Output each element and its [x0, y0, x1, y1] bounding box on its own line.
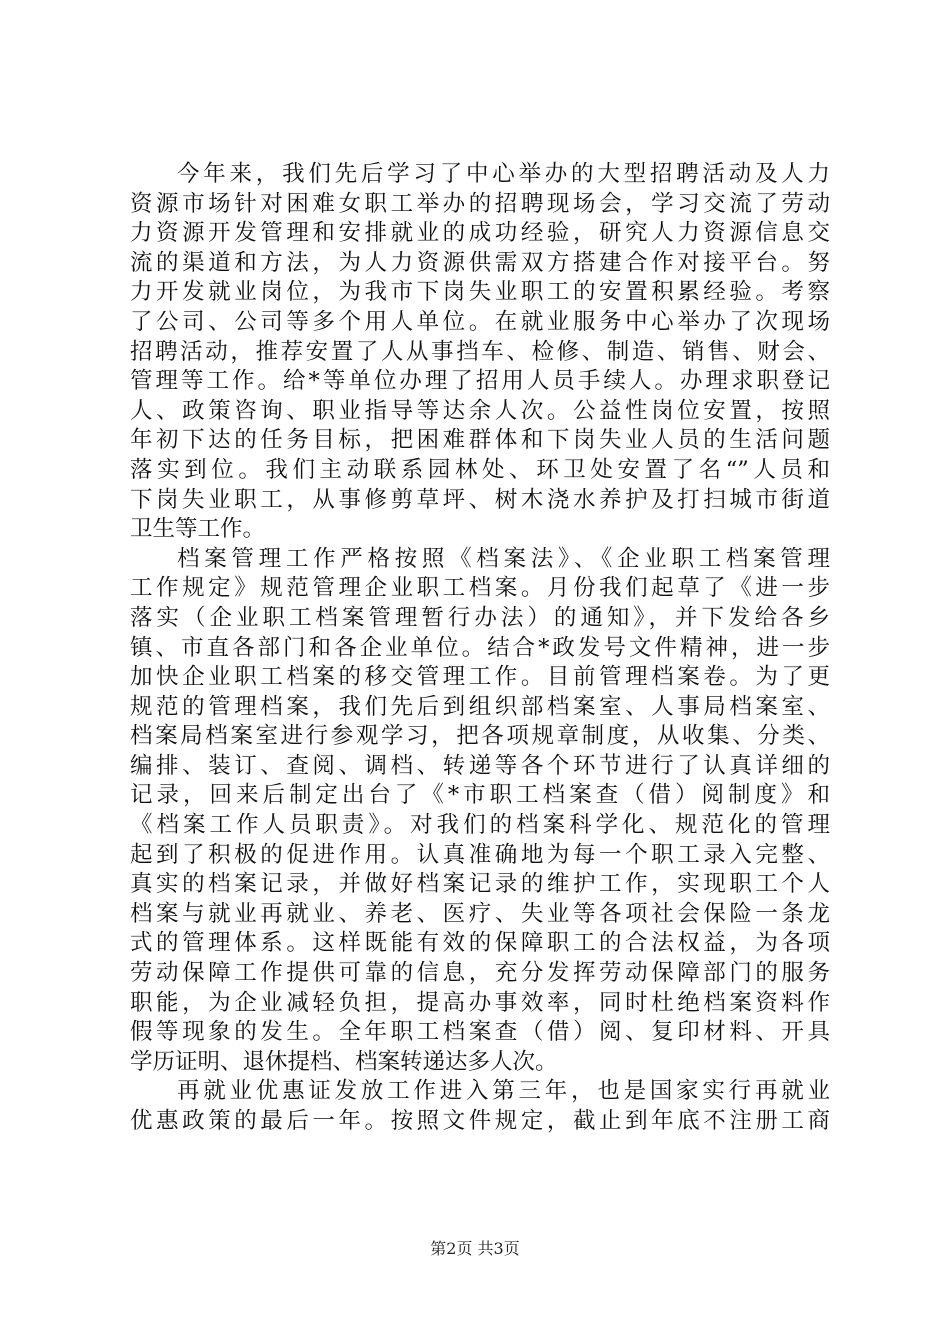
text-line: 起到了积极的促进作用。认真准确地为每一个职工录入完整、 — [130, 841, 830, 868]
text-line: 《档案工作人员职责》。对我们的档案科学化、规范化的管理 — [130, 812, 830, 839]
text-line: 了公司、公司等多个用人单位。在就业服务中心举办了次现场 — [130, 308, 830, 335]
text-line: 记录，回来后制定出台了《*市职工档案查（借）阅制度》和 — [130, 782, 830, 809]
document-body — [130, 160, 830, 1137]
text-line: 今年来，我们先后学习了中心举办的大型招聘活动及人力 — [177, 161, 830, 187]
text-line: 假等现象的发生。全年职工档案查（借）阅、复印材料、开具 — [130, 1019, 830, 1046]
text-line: 镇、市直各部门和各企业单位。结合*政发号文件精神，进一步 — [130, 634, 830, 661]
text-line: 档案与就业再就业、养老、医疗、失业等各项社会保险一条龙 — [130, 900, 830, 927]
text-line: 再就业优惠证发放工作进入第三年，也是国家实行再就业 — [177, 1078, 830, 1105]
text-line: 式的管理体系。这样既能有效的保障职工的合法权益，为各项 — [130, 930, 830, 957]
text-line: 下岗失业职工，从事修剪草坪、树木浇水养护及打扫城市街道 — [130, 486, 830, 513]
text-line: 职能，为企业减轻负担，提高办事效率，同时杜绝档案资料作 — [130, 989, 830, 1016]
text-line: 落实（企业职工档案管理暂行办法）的通知》，并下发给各乡 — [130, 604, 830, 631]
text-line: 加快企业职工档案的移交管理工作。目前管理档案卷。为了更 — [130, 664, 830, 691]
text-line: 卫生等工作。 — [130, 516, 266, 543]
text-line: 管理等工作。给*等单位办理了招用人员手续人。办理求职登记 — [130, 368, 830, 395]
text-line: 招聘活动，推荐安置了人从事挡车、检修、制造、销售、财会、 — [130, 338, 830, 365]
text-line: 年初下达的任务目标，把困难群体和下岗失业人员的生活问题 — [130, 427, 830, 454]
text-line: 劳动保障工作提供可靠的信息，充分发挥劳动保障部门的服务 — [130, 960, 830, 987]
text-line: 档案局档案室进行参观学习，把各项规章制度，从收集、分类、 — [130, 723, 830, 750]
text-line: 力开发就业岗位，为我市下岗失业职工的安置积累经验。考察 — [130, 279, 830, 306]
page-number-footer: 第2页 共3页 — [430, 1239, 520, 1258]
text-line: 规范的管理档案，我们先后到组织部档案室、人事局档案室、 — [130, 693, 830, 720]
text-line: 编排、装订、查阅、调档、转递等各个环节进行了认真详细的 — [130, 752, 830, 779]
text-line: 工作规定》规范管理企业职工档案。月份我们起草了《进一步 — [130, 575, 830, 602]
text-line: 档案管理工作严格按照《档案法》、《企业职工档案管理 — [177, 545, 830, 572]
text-line: 真实的档案记录，并做好档案记录的维护工作，实现职工个人 — [130, 871, 830, 898]
text-line: 力资源开发管理和安排就业的成功经验，研究人力资源信息交 — [130, 220, 830, 247]
text-line: 落实到位。我们主动联系园林处、环卫处安置了名“”人员和 — [130, 456, 830, 483]
text-line: 人、政策咨询、职业指导等达余人次。公益性岗位安置，按照 — [130, 397, 830, 424]
text-line: 资源市场针对困难女职工举办的招聘现场会，学习交流了劳动 — [130, 190, 830, 217]
text-line: 流的渠道和方法，为人力资源供需双方搭建合作对接平台。努 — [130, 249, 830, 276]
text-line: 优惠政策的最后一年。按照文件规定，截止到年底不注册工商 — [130, 1108, 830, 1134]
text-line: 学历证明、退休提档、档案转递达多人次。 — [130, 1048, 558, 1075]
